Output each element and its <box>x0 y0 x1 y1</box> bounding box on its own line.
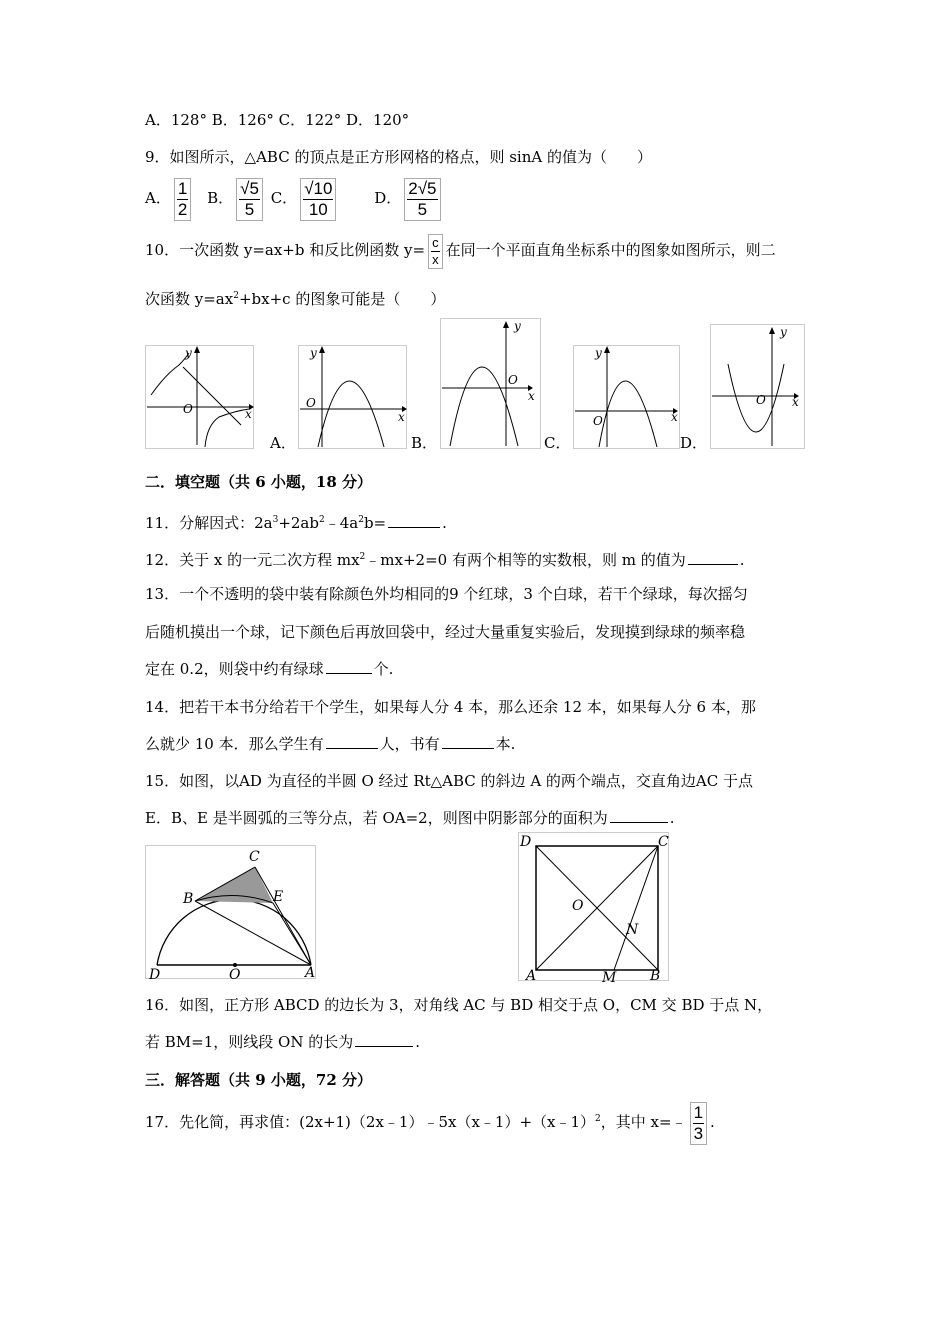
q10-given-y-label: y <box>185 346 192 360</box>
q12-answer-blank[interactable] <box>688 550 738 565</box>
q10-b-x-label: x <box>398 410 405 424</box>
q16-label-b: B <box>650 968 661 982</box>
q9-option-b-fraction: $\frac{√5}{5}$ <box>236 178 263 221</box>
q14-books-blank[interactable] <box>442 734 494 749</box>
q10-stem-line1: 10．一次函数 y=ax+b 和反比例函数 y= $\frac{c}{x}$ 在同一个平面直角坐标系中的图象如图所示，则二 <box>145 234 776 267</box>
q8-options: A．128° B．126° C．122° D．120° <box>145 111 410 129</box>
q10-d-origin: O <box>593 414 603 428</box>
q15-label-o: O <box>229 967 241 980</box>
q10-figure-given <box>145 345 255 450</box>
q16-label-o: O <box>572 898 584 914</box>
q15-label-a: A <box>305 965 316 980</box>
q10-given-x-label: x <box>245 407 252 421</box>
q9-option-b-label: B． <box>207 189 234 207</box>
q10-figure-d <box>573 345 681 450</box>
q10-c-x-label: x <box>528 389 535 403</box>
q10-b-y-label: y <box>310 346 317 360</box>
q10-label-c: C． <box>544 434 571 452</box>
q16-figure <box>518 832 670 982</box>
q10-label-d: D． <box>680 434 708 452</box>
q13-line1: 13．一个不透明的袋中装有除颜色外均相同的9 个红球，3 个白球，若干个绿球，每次摇匀 <box>145 585 748 603</box>
q12-text: 12．关于 x 的一元二次方程 $mx^2﹣mx+2=0$ 有两个相等的实数根，则 m 的值为 . <box>145 551 745 569</box>
q16-label-m: M <box>602 970 617 982</box>
q9-option-d-label: D． <box>374 189 402 207</box>
q10-c-origin: O <box>508 373 518 387</box>
q15-label-e: E <box>273 889 284 905</box>
q17-text: 17．先化简，再求值：(2x+1)（2x﹣1）﹣5x（x﹣1）+（x﹣1）$^2$，其中 x=﹣ $\frac{1}{3}$ . <box>145 1102 715 1143</box>
q11-text: 11．分解因式：$2a^3+2ab^2﹣4a^2b=$ . <box>145 514 447 532</box>
q10-e-origin: O <box>756 393 766 407</box>
q15-label-c: C <box>249 849 260 865</box>
q16-label-n: N <box>626 922 639 938</box>
q14-line2: 么就少 10 本．那么学生有 人，书有 本. <box>145 735 516 753</box>
q9-stem: 9．如图所示，△ABC 的顶点是正方形网格的格点，则 sinA 的值为（ ） <box>145 148 652 166</box>
q15-answer-blank[interactable] <box>610 808 668 823</box>
q16-label-c: C <box>658 834 669 850</box>
q10-fraction: $\frac{c}{x}$ <box>428 234 443 269</box>
q10-d-x-label: x <box>671 410 678 424</box>
q9-option-d-fraction: $\frac{2√5}{5}$ <box>404 178 440 221</box>
q15-line2: E．B、E 是半圆弧的三等分点，若 OA=2，则图中阴影部分的面积为 . <box>145 809 675 827</box>
q10-b-origin: O <box>306 396 316 410</box>
q9-option-c-fraction: $\frac{√10}{10}$ <box>300 178 336 221</box>
q10-e-y-label: y <box>780 325 787 339</box>
q16-label-a: A <box>526 968 537 982</box>
q15-figure <box>145 845 317 980</box>
q13-line2: 后随机摸出一个球，记下颜色后再放回袋中，经过大量重复实验后，发现摸到绿球的频率稳 <box>145 623 746 641</box>
q17-fraction: $\frac{1}{3}$ <box>690 1102 707 1145</box>
q15-label-b: B <box>183 891 194 907</box>
q10-c-y-label: y <box>514 319 521 333</box>
q9-options <box>145 174 444 222</box>
q10-figure-b <box>298 345 408 450</box>
q15-label-d: D <box>149 967 161 980</box>
q10-d-y-label: y <box>595 346 602 360</box>
q13-answer-blank[interactable] <box>326 659 372 674</box>
q11-answer-blank[interactable] <box>388 513 440 528</box>
q15-line1: 15．如图，以AD 为直径的半圆 O 经过 Rt△ABC 的斜边 A 的两个端点，交直角边AC 于点 <box>145 772 754 790</box>
q10-given-origin: O <box>183 402 193 416</box>
q10-e-x-label: x <box>792 395 799 409</box>
q10-figure-e <box>710 324 806 450</box>
q16-line2: 若 BM=1，则线段 ON 的长为 . <box>145 1033 421 1051</box>
q14-line1: 14．把若干本书分给若干个学生，如果每人分 4 本，那么还余 12 本，如果每人分 6 本，那 <box>145 698 756 716</box>
q10-figure-c <box>440 318 542 450</box>
q9-option-c-label: C． <box>270 189 298 207</box>
q10-label-b: B． <box>411 434 438 452</box>
q9-option-a-fraction: $\frac{1}{2}$ <box>174 178 191 221</box>
section2-title: 二．填空题（共 6 小题，18 分） <box>145 473 372 491</box>
q10-stem-line2: 次函数 $y=ax^2+bx+c$ 的图象可能是（ ） <box>145 290 446 308</box>
q9-option-a-label: A． <box>145 189 171 207</box>
section3-title: 三．解答题（共 9 小题，72 分） <box>145 1071 372 1089</box>
q16-answer-blank[interactable] <box>355 1032 413 1047</box>
q16-line1: 16．如图，正方形 ABCD 的边长为 3，对角线 AC 与 BD 相交于点 O，CM 交 BD 于点 N， <box>145 996 773 1014</box>
q10-label-a: A． <box>270 434 296 452</box>
q14-students-blank[interactable] <box>326 734 378 749</box>
q16-label-d: D <box>520 834 532 850</box>
q13-line3: 定在 0.2，则袋中约有绿球 个. <box>145 660 394 678</box>
